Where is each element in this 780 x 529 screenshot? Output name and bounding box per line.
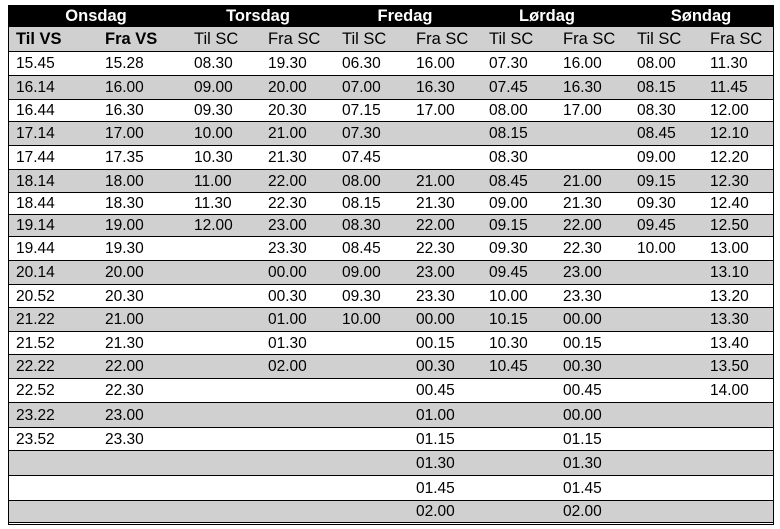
time-cell: 11.45	[710, 79, 748, 96]
time-cell: 23.00	[416, 264, 455, 281]
time-cell: 08.30	[194, 55, 233, 72]
time-cell: 01.00	[268, 311, 307, 328]
time-cell: 12.00	[194, 217, 233, 234]
time-cell: 21.00	[268, 125, 307, 142]
time-cell: 07.30	[342, 125, 381, 142]
time-cell: 23.30	[268, 240, 307, 257]
time-cell: 14.00	[710, 382, 749, 399]
table-row	[9, 476, 773, 501]
time-cell: 08.30	[342, 217, 381, 234]
day-header-row	[9, 6, 773, 27]
time-cell: 13.00	[710, 240, 749, 257]
timetable	[8, 5, 774, 525]
table-row	[9, 215, 773, 237]
time-cell: 23.30	[105, 431, 144, 448]
day-header: Onsdag	[65, 7, 127, 25]
time-cell: 19.44	[16, 240, 55, 257]
time-cell: 21.52	[16, 335, 55, 352]
time-cell: 12.30	[710, 173, 749, 190]
time-cell: 23.00	[268, 217, 307, 234]
time-cell: 01.45	[416, 480, 455, 497]
day-header: Søndag	[670, 7, 732, 25]
time-cell: 09.30	[637, 195, 676, 212]
time-cell: 16.00	[416, 55, 455, 72]
time-cell: 19.00	[105, 217, 144, 234]
time-cell: 15.45	[16, 55, 55, 72]
time-cell: 22.30	[105, 382, 144, 399]
time-cell: 08.30	[489, 149, 528, 166]
time-cell: 08.45	[637, 125, 676, 142]
time-cell: 00.30	[268, 288, 307, 305]
time-cell: 21.30	[105, 335, 144, 352]
time-cell: 23.00	[563, 264, 602, 281]
time-cell: 11.00	[194, 173, 232, 190]
column-header: Fra SC	[710, 30, 763, 48]
table-row	[9, 193, 773, 215]
table-row	[9, 403, 773, 428]
time-cell: 22.52	[16, 382, 55, 399]
column-header: Til SC	[194, 30, 239, 48]
table-row	[9, 76, 773, 100]
time-cell: 10.15	[489, 311, 528, 328]
table-row	[9, 332, 773, 355]
time-cell: 07.00	[342, 79, 381, 96]
time-cell: 01.30	[268, 335, 307, 352]
time-cell: 17.00	[416, 102, 455, 119]
time-cell: 22.00	[105, 358, 144, 375]
table-row	[9, 100, 773, 122]
time-cell: 02.00	[416, 503, 455, 520]
time-cell: 10.30	[489, 335, 528, 352]
time-cell: 07.45	[489, 79, 528, 96]
column-header: Fra VS	[105, 30, 158, 48]
time-cell: 21.30	[268, 149, 307, 166]
table-row	[9, 451, 773, 476]
table-row	[9, 122, 773, 146]
time-cell: 09.00	[342, 264, 381, 281]
time-cell: 23.00	[105, 407, 144, 424]
table-row	[9, 308, 773, 332]
column-header: Til SC	[637, 30, 682, 48]
time-cell: 21.30	[416, 195, 455, 212]
time-cell: 21.22	[16, 311, 55, 328]
time-cell: 12.10	[710, 125, 749, 142]
time-cell: 09.15	[637, 173, 676, 190]
time-cell: 09.15	[489, 217, 528, 234]
time-cell: 21.00	[105, 311, 144, 328]
time-cell: 11.30	[194, 195, 232, 212]
time-cell: 22.00	[563, 217, 602, 234]
time-cell: 09.30	[342, 288, 381, 305]
time-cell: 00.00	[563, 311, 602, 328]
time-cell: 13.40	[710, 335, 749, 352]
column-header: Fra SC	[268, 30, 321, 48]
time-cell: 08.45	[342, 240, 381, 257]
time-cell: 19.14	[16, 217, 55, 234]
time-cell: 01.15	[416, 431, 455, 448]
time-cell: 20.00	[105, 264, 144, 281]
table-row	[9, 237, 773, 261]
time-cell: 08.15	[637, 79, 676, 96]
time-cell: 23.52	[16, 431, 55, 448]
time-cell: 08.15	[489, 125, 528, 142]
table-row	[9, 501, 773, 523]
time-cell: 13.20	[710, 288, 749, 305]
time-cell: 20.00	[268, 79, 307, 96]
time-cell: 02.00	[268, 358, 307, 375]
time-cell: 18.44	[16, 195, 55, 212]
time-cell: 18.30	[105, 195, 144, 212]
time-cell: 08.30	[637, 102, 676, 119]
time-cell: 12.00	[710, 102, 749, 119]
time-cell: 16.14	[16, 79, 55, 96]
time-cell: 09.30	[489, 240, 528, 257]
time-cell: 07.45	[342, 149, 381, 166]
time-cell: 01.30	[563, 455, 602, 472]
time-cell: 09.00	[637, 149, 676, 166]
time-cell: 21.00	[416, 173, 455, 190]
time-cell: 20.52	[16, 288, 55, 305]
time-cell: 07.15	[342, 102, 381, 119]
time-cell: 16.44	[16, 102, 55, 119]
time-cell: 19.30	[268, 55, 307, 72]
time-cell: 17.00	[105, 125, 144, 142]
time-cell: 08.15	[342, 195, 381, 212]
time-cell: 12.20	[710, 149, 749, 166]
time-cell: 00.45	[563, 382, 602, 399]
column-header-row	[9, 27, 773, 52]
time-cell: 16.30	[105, 102, 144, 119]
time-cell: 10.00	[342, 311, 381, 328]
time-cell: 23.22	[16, 407, 55, 424]
time-cell: 20.14	[16, 264, 55, 281]
time-cell: 00.15	[563, 335, 602, 352]
table-row	[9, 355, 773, 379]
time-cell: 09.00	[194, 79, 233, 96]
time-cell: 09.30	[194, 102, 233, 119]
time-cell: 08.00	[489, 102, 528, 119]
column-header: Fra SC	[416, 30, 469, 48]
time-cell: 21.30	[563, 195, 602, 212]
time-cell: 01.15	[563, 431, 602, 448]
day-header: Torsdag	[226, 7, 290, 25]
time-cell: 00.30	[563, 358, 602, 375]
time-cell: 22.00	[416, 217, 455, 234]
time-cell: 17.44	[16, 149, 55, 166]
time-cell: 00.15	[416, 335, 455, 352]
time-cell: 18.14	[16, 173, 55, 190]
time-cell: 22.30	[268, 195, 307, 212]
time-cell: 00.30	[416, 358, 455, 375]
time-cell: 09.45	[637, 217, 676, 234]
time-cell: 09.00	[489, 195, 528, 212]
time-cell: 08.45	[489, 173, 528, 190]
table-row	[9, 170, 773, 193]
time-cell: 23.30	[416, 288, 455, 305]
time-cell: 16.00	[563, 55, 602, 72]
time-cell: 08.00	[637, 55, 676, 72]
time-cell: 19.30	[105, 240, 144, 257]
time-cell: 22.00	[268, 173, 307, 190]
time-cell: 17.35	[105, 149, 144, 166]
time-cell: 10.00	[489, 288, 528, 305]
column-header: Fra SC	[563, 30, 616, 48]
time-cell: 21.00	[563, 173, 602, 190]
time-cell: 01.30	[416, 455, 455, 472]
time-cell: 17.00	[563, 102, 602, 119]
day-header: Lørdag	[519, 7, 575, 25]
table-row	[9, 379, 773, 403]
time-cell: 10.45	[489, 358, 528, 375]
time-cell: 17.14	[16, 125, 55, 142]
time-cell: 10.30	[194, 149, 233, 166]
time-cell: 20.30	[268, 102, 307, 119]
table-row	[9, 52, 773, 76]
time-cell: 23.30	[563, 288, 602, 305]
time-cell: 22.22	[16, 358, 55, 375]
time-cell: 18.00	[105, 173, 144, 190]
time-cell: 07.30	[489, 55, 528, 72]
time-cell: 10.00	[637, 240, 676, 257]
time-cell: 10.00	[194, 125, 233, 142]
time-cell: 06.30	[342, 55, 381, 72]
time-cell: 01.45	[563, 480, 602, 497]
table-row	[9, 261, 773, 285]
time-cell: 16.30	[416, 79, 455, 96]
time-cell: 15.28	[105, 55, 144, 72]
time-cell: 13.10	[710, 264, 749, 281]
time-cell: 00.00	[416, 311, 455, 328]
time-cell: 00.00	[268, 264, 307, 281]
time-cell: 16.00	[105, 79, 144, 96]
time-cell: 13.50	[710, 358, 749, 375]
table-row	[9, 146, 773, 170]
day-header: Fredag	[377, 7, 433, 25]
time-cell: 22.30	[563, 240, 602, 257]
column-header: Til SC	[342, 30, 387, 48]
time-cell: 08.00	[342, 173, 381, 190]
time-cell: 00.45	[416, 382, 455, 399]
column-header: Til VS	[16, 30, 62, 48]
table-row	[9, 428, 773, 451]
time-cell: 09.45	[489, 264, 528, 281]
time-cell: 00.00	[563, 407, 602, 424]
time-cell: 22.30	[416, 240, 455, 257]
table-row	[9, 285, 773, 308]
time-cell: 16.30	[563, 79, 602, 96]
time-cell: 12.40	[710, 195, 749, 212]
time-cell: 20.30	[105, 288, 144, 305]
time-cell: 01.00	[416, 407, 455, 424]
time-cell: 12.50	[710, 217, 749, 234]
column-header: Til SC	[489, 30, 534, 48]
time-cell: 13.30	[710, 311, 749, 328]
time-cell: 11.30	[710, 55, 748, 72]
time-cell: 02.00	[563, 503, 602, 520]
